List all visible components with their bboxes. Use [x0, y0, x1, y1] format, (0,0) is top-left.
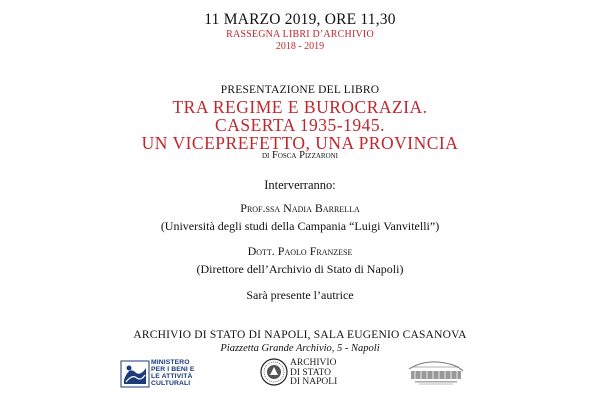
speaker-affiliation: (Direttore dell’Archivio di Stato di Napoli) [196, 262, 404, 276]
seal-icon [260, 358, 288, 386]
archivio-line: ARCHIVIO [290, 358, 337, 368]
author-presence-note: Sarà presente l’autrice [246, 288, 354, 302]
mibac-emblem-icon [120, 360, 150, 388]
mibac-line: MINISTERO [151, 359, 190, 366]
archivio-logo [260, 357, 360, 389]
speakers-heading: Interverranno: [264, 178, 336, 192]
speaker-name: Prof.ssa Nadia Barrella [240, 201, 360, 215]
speaker-affiliation: (Università degli studi della Campania “Luigi Vanvitelli”) [160, 219, 440, 233]
book-title-line-2: CASERTA 1935-1945. [215, 115, 385, 135]
archivio-line: DI STATO [290, 367, 332, 378]
venue-address: Piazzetta Grande Archivio, 5 - Napoli [220, 343, 380, 354]
mibac-line: LE ATTIVITÀ [151, 373, 193, 380]
archivio-logo-text [290, 359, 337, 388]
book-title-line-3: UN VICEPREFETTO, UNA PROVINCIA [141, 133, 459, 153]
mibac-line: CULTURALI [151, 380, 191, 387]
mibac-logo [120, 357, 230, 389]
series-years: 2018 - 2019 [275, 41, 325, 52]
building-illustration-icon [405, 355, 467, 387]
book-title-line-1: TRA REGIME E BUROCRAZIA. [172, 97, 428, 117]
presentation-heading: PRESENTAZIONE DEL LIBRO [220, 84, 380, 96]
series-name: RASSEGNA LIBRI D’ARCHIVIO [226, 29, 374, 40]
mibac-line: PER I BENI E [151, 366, 195, 373]
venue-name: ARCHIVIO DI STATO DI NAPOLI, SALA EUGENIO CASANOVA [133, 329, 467, 341]
book-author: di Fosca Pizzaroni [261, 150, 339, 161]
speaker-name: Dott. Paolo Franzese [247, 244, 353, 258]
mibac-logo-text [151, 359, 195, 387]
event-date-time: 11 MARZO 2019, ORE 11,30 [204, 11, 396, 28]
archivio-line: DI NAPOLI [290, 377, 338, 387]
